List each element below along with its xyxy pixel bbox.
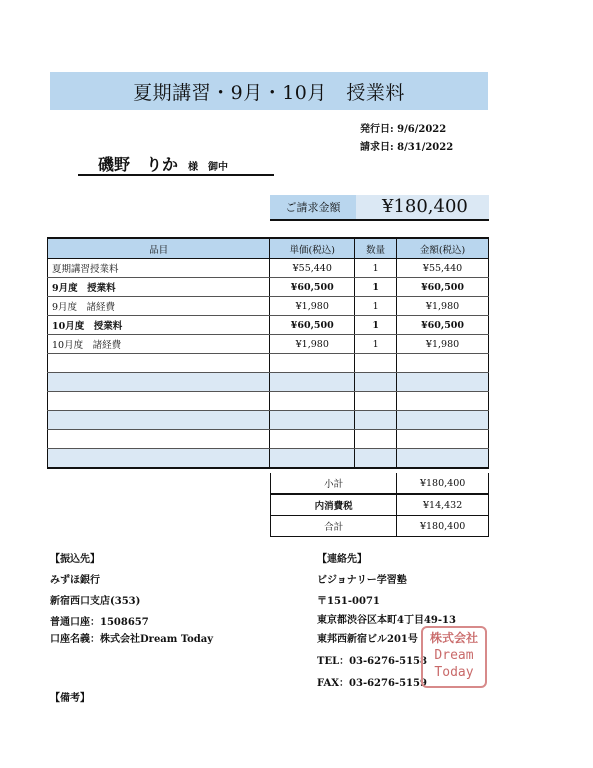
- table-row: [48, 316, 489, 335]
- row-item: 9月度 授業料: [48, 278, 270, 297]
- invoice-title: 夏期講習・9月・10月 授業料: [133, 81, 405, 104]
- tax-label: 内消費税: [271, 494, 397, 516]
- row-amount: ¥1,980: [397, 335, 489, 354]
- bank-account: 普通口座：1508657: [50, 617, 149, 628]
- row-amount: ¥60,500: [397, 278, 489, 297]
- row-item: 夏期講習授業料: [48, 259, 270, 278]
- empty-row: [48, 373, 489, 392]
- billing-total-box: [270, 195, 489, 221]
- contact-postal: 〒151-0071: [317, 596, 380, 607]
- row-quantity: 1: [355, 278, 397, 297]
- grand-total-value: ¥180,400: [397, 516, 489, 537]
- stamp-line-1: 株式会社: [429, 631, 478, 645]
- empty-row: [48, 354, 489, 373]
- tax-row: [271, 494, 489, 516]
- billing-total-label: ご請求金額: [270, 195, 356, 219]
- header-item: 品目: [48, 238, 270, 259]
- row-unit-price: ¥60,500: [270, 316, 355, 335]
- table-row: [48, 335, 489, 354]
- row-quantity: 1: [355, 316, 397, 335]
- row-unit-price: ¥1,980: [270, 297, 355, 316]
- tax-value: ¥14,432: [397, 494, 489, 516]
- row-amount: ¥55,440: [397, 259, 489, 278]
- contact-company: ビジョナリー学習塾: [317, 575, 407, 586]
- row-unit-price: ¥55,440: [270, 259, 355, 278]
- header-unit-price: 単価(税込): [270, 238, 355, 259]
- grand-total-row: [271, 516, 489, 537]
- contact-heading: 【連絡先】: [317, 554, 367, 565]
- grand-total-label: 合計: [271, 516, 397, 537]
- row-item: 10月度 諸経費: [48, 335, 270, 354]
- remarks-heading: 【備考】: [50, 693, 90, 704]
- bank-branch: 新宿西口支店(353): [50, 596, 141, 607]
- row-quantity: 1: [355, 259, 397, 278]
- customer-name: 磯野 りか: [98, 155, 179, 174]
- header-amount: 金額(税込): [397, 238, 489, 259]
- customer-honorific: 様 御中: [188, 162, 228, 173]
- bank-name: みずほ銀行: [50, 575, 100, 586]
- table-row: [48, 259, 489, 278]
- invoice-title-bar: [50, 72, 488, 110]
- bank-account-holder: 口座名義：株式会社Dream Today: [50, 634, 214, 645]
- billing-date: 請求日: 8/31/2022: [360, 142, 454, 153]
- subtotal-row: [271, 473, 489, 494]
- contact-address-line1: 東京都渋谷区本町4丁目49-13: [317, 615, 456, 626]
- row-item: 10月度 授業料: [48, 316, 270, 335]
- line-items-table: [47, 237, 489, 469]
- bank-info: [50, 551, 213, 648]
- table-row: [48, 297, 489, 316]
- empty-row: [48, 392, 489, 411]
- company-seal-stamp: [421, 626, 487, 688]
- table-header-row: [48, 238, 489, 259]
- summary-table: [270, 473, 489, 537]
- contact-address-line2: 東邦西新宿ビル201号: [317, 634, 418, 645]
- empty-row: [48, 430, 489, 449]
- issue-date: 発行日: 9/6/2022: [360, 124, 447, 135]
- row-item: 9月度 諸経費: [48, 297, 270, 316]
- contact-tel: TEL：03-6276-5158: [317, 656, 427, 667]
- empty-row: [48, 411, 489, 430]
- contact-fax: FAX：03-6276-5159: [317, 678, 427, 689]
- table-row: [48, 278, 489, 297]
- stamp-line-3: Today: [434, 665, 474, 680]
- subtotal-label: 小計: [271, 473, 397, 494]
- empty-row: [48, 449, 489, 469]
- row-unit-price: ¥60,500: [270, 278, 355, 297]
- subtotal-value: ¥180,400: [397, 473, 489, 494]
- row-quantity: 1: [355, 335, 397, 354]
- customer-block: [78, 152, 274, 176]
- row-unit-price: ¥1,980: [270, 335, 355, 354]
- stamp-line-2: Dream: [434, 648, 474, 663]
- bank-heading: 【振込先】: [50, 554, 100, 565]
- header-quantity: 数量: [355, 238, 397, 259]
- row-amount: ¥1,980: [397, 297, 489, 316]
- row-amount: ¥60,500: [397, 316, 489, 335]
- billing-total-value: ¥180,400: [382, 196, 468, 217]
- row-quantity: 1: [355, 297, 397, 316]
